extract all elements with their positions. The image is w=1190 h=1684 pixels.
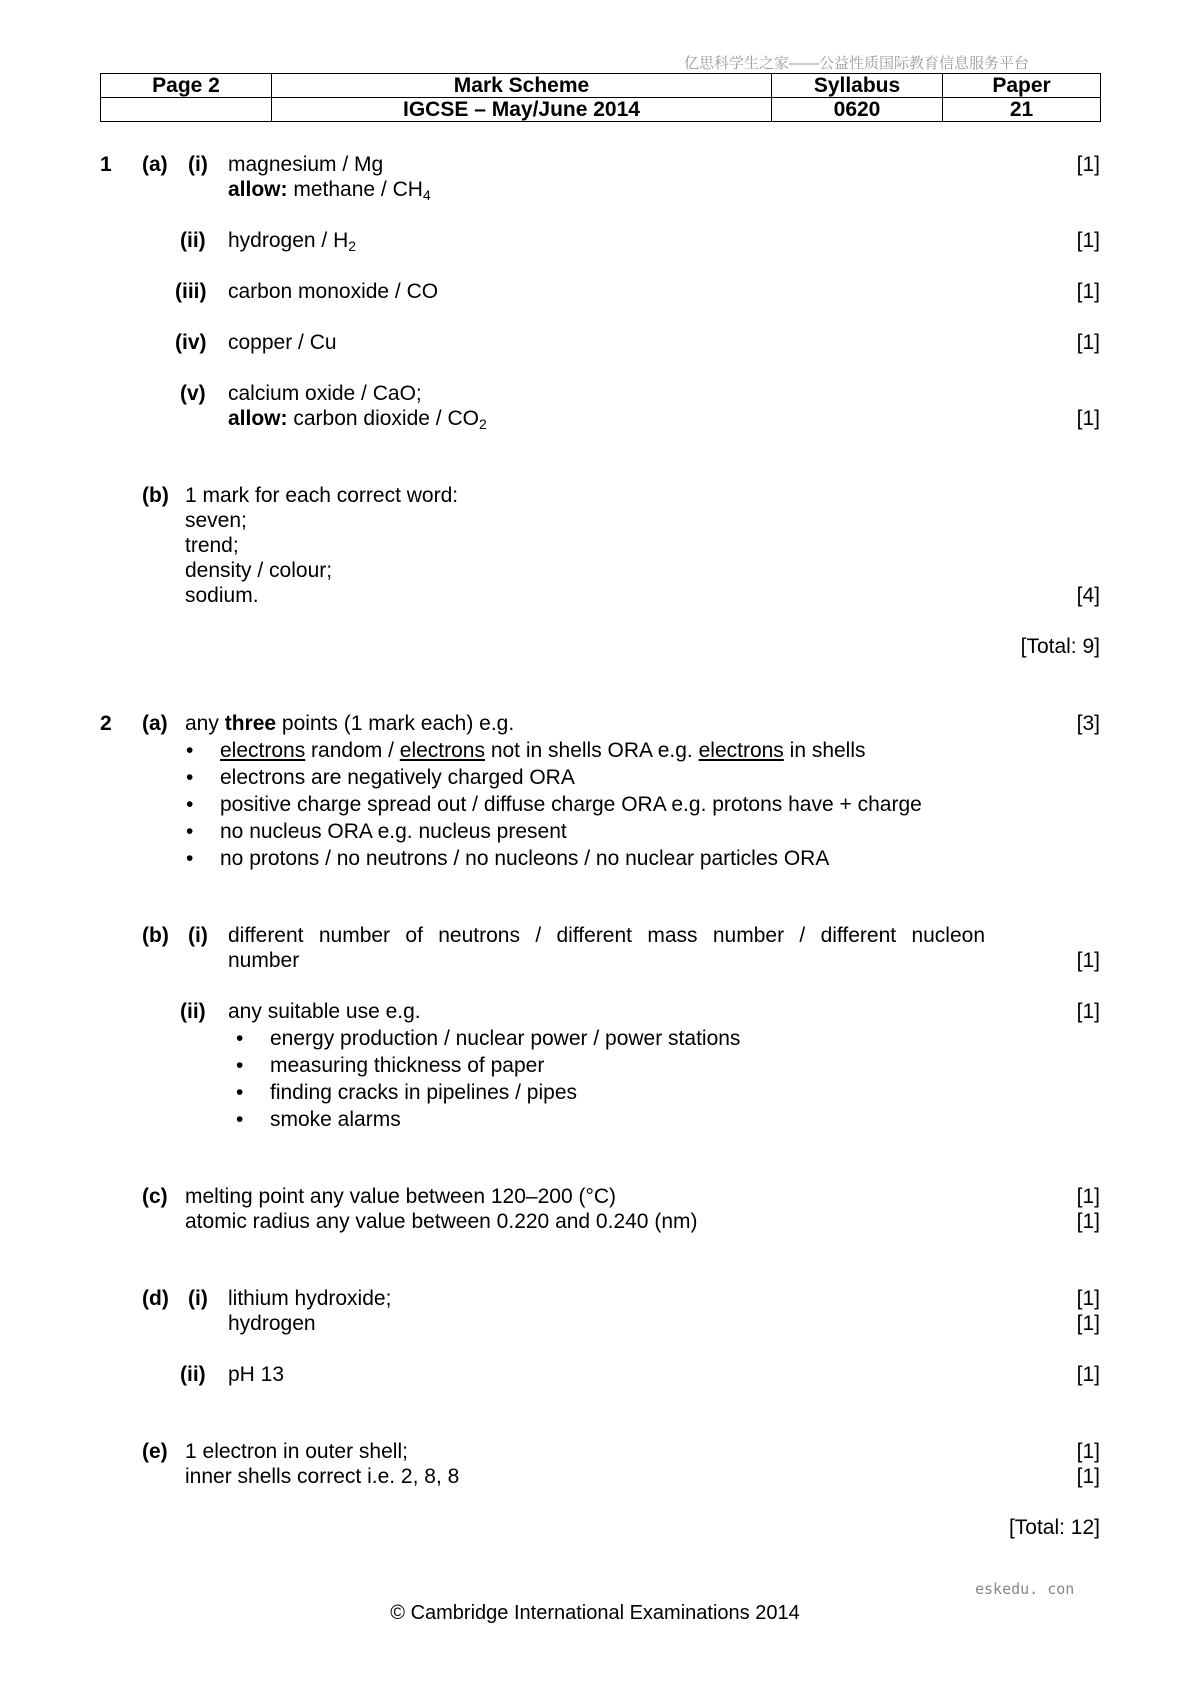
answer-text: 1 electron in outer shell; <box>185 1440 408 1463</box>
subpart-label: (iv) <box>175 331 207 354</box>
mark: [1] <box>1076 229 1100 252</box>
answer-text: 1 mark for each correct word: <box>185 484 459 507</box>
question-total: [Total: 12] <box>1008 1516 1100 1539</box>
allow-line <box>228 407 487 432</box>
answer-word: seven; <box>185 509 247 532</box>
mark: [1] <box>1076 331 1100 354</box>
header-syllabus-code: 0620 <box>772 98 943 122</box>
part-label: (c) <box>142 1185 168 1208</box>
answer-text: any suitable use e.g. <box>228 1000 421 1023</box>
header-paper: Paper <box>943 74 1101 98</box>
subpart-label: (i) <box>188 1287 208 1310</box>
answer-text: hydrogen <box>228 1312 316 1335</box>
mark: [1] <box>1076 280 1100 303</box>
subpart-label: (iii) <box>175 280 207 303</box>
header-row-1 <box>101 74 1101 98</box>
bullet-item: • positive charge spread out / diffuse charge ORA e.g. protons have + charge <box>220 794 922 815</box>
bullet-item: • no protons / no neutrons / no nucleons / no nuclear particles ORA <box>220 848 829 869</box>
subpart-label: (ii) <box>180 229 206 252</box>
part-label: (a) <box>142 153 168 176</box>
answer-text: melting point any value between 120–200 (°C) <box>185 1185 617 1208</box>
question-number: 2 <box>100 712 112 735</box>
underlined-word: electrons <box>220 739 306 762</box>
subpart-label: (v) <box>180 382 206 405</box>
mark: [1] <box>1076 407 1100 430</box>
mark: [1] <box>1076 1210 1100 1233</box>
mark: [1] <box>1076 1363 1100 1386</box>
question-total: [Total: 9] <box>1020 635 1100 658</box>
part-label: (b) <box>142 484 169 507</box>
answer-text: magnesium / Mg <box>228 153 384 176</box>
mark: [3] <box>1076 712 1100 735</box>
intro-post: points (1 mark each) e.g. <box>276 712 515 735</box>
answer-text <box>228 229 357 254</box>
copyright-footer: © Cambridge International Examinations 2014 <box>390 1602 800 1624</box>
subscript: 2 <box>348 238 357 254</box>
mark: [1] <box>1076 1287 1100 1310</box>
allow-text: carbon dioxide / CO <box>293 407 479 430</box>
answer-word: sodium. <box>185 584 259 607</box>
intro-pre: any <box>185 712 225 735</box>
answer-text: atomic radius any value between 0.220 and 0.240 (nm) <box>185 1210 698 1233</box>
bullet-item: • finding cracks in pipelines / pipes <box>270 1082 577 1103</box>
subpart-label: (ii) <box>180 1363 206 1386</box>
allow-label: allow: <box>228 178 288 201</box>
allow-label: allow: <box>228 407 288 430</box>
answer-text <box>185 713 514 734</box>
answer-word: trend; <box>185 534 239 557</box>
bullet-item: • no nucleus ORA e.g. nucleus present <box>220 821 567 842</box>
mark: [1] <box>1076 1440 1100 1463</box>
subscript: 4 <box>422 187 431 203</box>
header-syllabus: Syllabus <box>772 74 943 98</box>
bullet-text: not in shells ORA e.g. <box>484 739 699 762</box>
subscript: 2 <box>478 416 487 432</box>
allow-line <box>228 178 431 203</box>
header-mark-scheme: Mark Scheme <box>272 74 772 98</box>
answer-text: number <box>228 949 300 972</box>
mark: [4] <box>1076 584 1100 607</box>
bullet-item <box>220 740 866 761</box>
bullet-text: random / <box>305 739 400 762</box>
answer-main: hydrogen / H <box>228 229 349 252</box>
bullet-item: • electrons are negatively charged ORA <box>220 767 575 788</box>
header-page: Page 2 <box>101 74 272 98</box>
answer-text: copper / Cu <box>228 331 337 354</box>
header-exam: IGCSE – May/June 2014 <box>272 98 772 122</box>
answer-text: lithium hydroxide; <box>228 1287 392 1310</box>
answer-text: inner shells correct i.e. 2, 8, 8 <box>185 1465 460 1488</box>
allow-text: methane / CH <box>293 178 423 201</box>
mark: [1] <box>1076 1465 1100 1488</box>
answer-text: pH 13 <box>228 1363 285 1386</box>
subpart-label: (ii) <box>180 1000 206 1023</box>
mark: [1] <box>1076 153 1100 176</box>
intro-bold: three <box>224 712 277 735</box>
answer-text: different number of neutrons / different mass number / different nucleon <box>228 924 985 947</box>
bullet-item: • measuring thickness of paper <box>270 1055 544 1076</box>
bullet-item: • smoke alarms <box>270 1109 401 1130</box>
mark: [1] <box>1076 1312 1100 1335</box>
part-label: (d) <box>142 1287 169 1310</box>
header-table <box>100 73 1101 122</box>
subpart-label: (i) <box>188 924 208 947</box>
header-paper-number: 21 <box>943 98 1101 122</box>
answer-text: carbon monoxide / CO <box>228 280 439 303</box>
mark: [1] <box>1076 1185 1100 1208</box>
part-label: (e) <box>142 1440 168 1463</box>
watermark-text: 亿思科学生之家——公益性质国际教育信息服务平台 <box>684 55 1030 72</box>
bullet-text: in shells <box>783 739 866 762</box>
mark: [1] <box>1076 1000 1100 1023</box>
header-blank <box>101 98 272 122</box>
underlined-word: electrons <box>698 739 784 762</box>
subpart-label: (i) <box>188 153 208 176</box>
underlined-word: electrons <box>399 739 485 762</box>
part-label: (b) <box>142 924 169 947</box>
question-number: 1 <box>100 153 112 176</box>
answer-text: calcium oxide / CaO; <box>228 382 422 405</box>
header-row-2 <box>101 98 1101 122</box>
mark: [1] <box>1076 949 1100 972</box>
answer-word: density / colour; <box>185 559 333 582</box>
part-label: (a) <box>142 712 168 735</box>
site-watermark: eskedu. con <box>975 1580 1075 1598</box>
bullet-item: • energy production / nuclear power / power stations <box>270 1028 740 1049</box>
